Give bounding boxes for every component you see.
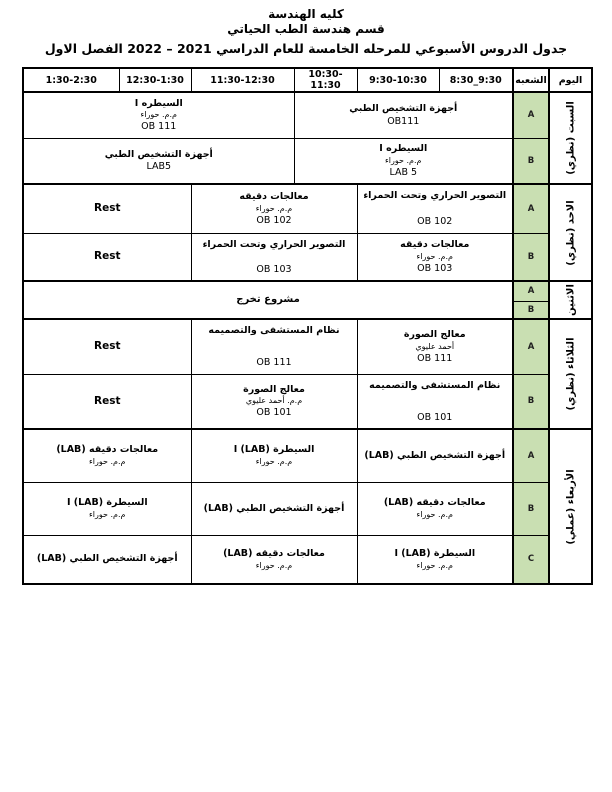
class-cell: [357, 374, 513, 429]
course-name: أجهزة التشخيص الطبي (LAB): [203, 502, 345, 514]
class-cell: [357, 233, 513, 281]
lecturer-name: م.م. حوراء: [255, 457, 293, 467]
cell-content: [24, 185, 191, 233]
cell-content: [358, 234, 513, 281]
course-name: أجهزة التشخيص الطبي: [349, 103, 458, 115]
cell-content: [295, 93, 513, 138]
lecturer-name: م.م. حوراء: [385, 155, 422, 165]
class-cell: [191, 184, 357, 233]
day-row: [23, 92, 592, 138]
class-cell: [23, 92, 294, 138]
course-name: معالجات دقيقه: [239, 191, 309, 203]
college-title: كليه الهندسة: [268, 7, 344, 21]
timetable-body: [23, 92, 592, 584]
cell-content: [24, 375, 191, 429]
cell-content: [358, 320, 513, 374]
lecturer-name: م.م. حوراء: [416, 251, 453, 261]
weekly-timetable: [22, 67, 593, 585]
section-cell: B: [513, 301, 549, 319]
day-label-cell: [549, 184, 592, 281]
room-code: OB 111: [417, 352, 453, 364]
page-header: [0, 0, 612, 57]
day-label-cell: [549, 319, 592, 429]
day-row: [23, 138, 592, 184]
col-header-time-2: 9:30-10:30: [357, 68, 439, 92]
course-name: أجهزة التشخيص الطبي: [104, 148, 213, 160]
lecturer-name: أحمد عليوي: [415, 341, 455, 351]
room-code: LAB 5: [389, 166, 418, 178]
col-header-day: اليوم: [549, 68, 592, 92]
cell-content: [24, 430, 191, 482]
class-cell: [191, 535, 357, 584]
cell-content: [295, 139, 513, 184]
col-header-section: الشعبه: [513, 68, 549, 92]
room-code: OB111: [387, 115, 420, 127]
class-cell: [191, 233, 357, 281]
cell-content: [192, 320, 357, 374]
class-cell: [357, 482, 513, 535]
lecturer-name: م.م. حوراء: [416, 509, 453, 519]
room-code: OB 103: [256, 263, 292, 275]
course-name: نظام المستشفى والتصميمه: [208, 325, 340, 336]
header-row: [23, 68, 592, 92]
course-name: معالجات دقيقه (LAB): [223, 547, 325, 559]
section-cell: A: [513, 281, 549, 301]
course-name: السيطرة I (LAB): [394, 547, 476, 559]
room-code: OB 111: [256, 357, 292, 369]
course-name: Rest: [94, 250, 121, 263]
cell-content: [24, 93, 294, 138]
class-cell: [191, 482, 357, 535]
room-code: OB 111: [141, 121, 177, 133]
lecturer-name: م.م. أحمد عليوي: [245, 396, 303, 406]
lecturer-name: م.م. حوراء: [255, 203, 293, 213]
cell-content: [192, 234, 357, 281]
room-code: LAB5: [146, 161, 172, 173]
section-cell: B: [513, 482, 549, 535]
class-cell: [357, 319, 513, 374]
course-name: مشروع تخرج: [236, 293, 300, 305]
rest-cell: [23, 319, 191, 374]
section-cell: A: [513, 319, 549, 374]
course-name: أجهزة التشخيص الطبي (LAB): [36, 553, 178, 565]
day-row: [23, 281, 592, 301]
cell-content: [358, 185, 513, 233]
day-label-cell: [549, 281, 592, 319]
rest-cell: [23, 374, 191, 429]
course-name: Rest: [94, 340, 121, 353]
cell-content: [358, 536, 513, 584]
lecturer-name: م.م. حوراء: [416, 560, 453, 570]
cell-content: [192, 375, 357, 429]
day-row: [23, 184, 592, 233]
cell-content: [24, 139, 294, 184]
course-name: نظام المستشفى والتصميمه: [369, 379, 501, 391]
course-name: التصوير الحراري وتحت الحمراء: [363, 190, 507, 201]
room-code: OB 102: [417, 216, 453, 228]
section-cell: A: [513, 184, 549, 233]
course-name: معالج الصورة: [403, 329, 466, 341]
lecturer-name: م.م. حوراء: [89, 457, 126, 467]
course-name: السيطره I: [134, 97, 183, 109]
class-cell: [357, 535, 513, 584]
lecturer-name: م.م. حوراء: [255, 560, 293, 570]
col-header-time-3: 10:30-11:30: [294, 68, 357, 92]
day-label-cell: [549, 92, 592, 184]
cell-content: [24, 483, 191, 535]
class-cell: [191, 429, 357, 482]
course-name: أجهزة التشخيص الطبي (LAB): [364, 449, 506, 461]
day-label: الاثنين: [565, 284, 576, 316]
class-cell: [191, 374, 357, 429]
room-code: OB 101: [417, 411, 453, 423]
cell-content: [24, 320, 191, 374]
cell-content: [192, 536, 357, 584]
room-code: OB 102: [256, 214, 292, 226]
course-name: معالجات دقيقه (LAB): [56, 444, 159, 456]
col-header-time-5: 12:30-1:30: [119, 68, 191, 92]
lecturer-name: م.م. حوراء: [89, 509, 126, 519]
class-cell: [23, 535, 191, 584]
col-header-time-1: 8:30_9:30: [439, 68, 513, 92]
section-cell: A: [513, 429, 549, 482]
course-name: معالجات دقيقه (LAB): [383, 497, 486, 509]
day-label: الثلاثاء (نظري): [565, 337, 576, 411]
course-name: معالج الصورة: [243, 383, 305, 395]
room-code: OB 103: [417, 262, 453, 274]
day-row: [23, 319, 592, 374]
day-label: السبت (نظري): [565, 101, 576, 175]
cell-content: [24, 536, 191, 584]
day-row: [23, 374, 592, 429]
cell-content: [358, 430, 513, 482]
section-cell: A: [513, 92, 549, 138]
rest-cell: [23, 233, 191, 281]
rest-cell: [23, 184, 191, 233]
class-cell: [294, 138, 513, 184]
day-label: الأربعاء (عملي): [565, 468, 576, 545]
room-code: OB 101: [256, 407, 292, 419]
cell-content: [24, 234, 191, 281]
class-cell: [23, 482, 191, 535]
day-row: [23, 535, 592, 584]
cell-content: [192, 483, 357, 535]
class-cell: [23, 429, 191, 482]
schedule-title: جدول الدروس الأسبوعي للمرحله الخامسة للعام الدراسي 2021 – 2022 الفصل الاول: [44, 41, 568, 56]
day-row: [23, 233, 592, 281]
class-cell: [357, 184, 513, 233]
class-cell: [294, 92, 513, 138]
cell-content: [358, 375, 513, 429]
day-row: [23, 482, 592, 535]
section-cell: B: [513, 138, 549, 184]
day-label-cell: [549, 429, 592, 584]
section-cell: C: [513, 535, 549, 584]
class-cell: [191, 319, 357, 374]
cell-content: [192, 185, 357, 233]
class-cell: [23, 138, 294, 184]
section-cell: B: [513, 233, 549, 281]
course-name: السيطرة I (LAB): [233, 444, 315, 456]
course-name: Rest: [94, 202, 121, 215]
course-name: معالجات دقيقه: [400, 239, 470, 251]
course-name: السيطرة I (LAB): [66, 497, 148, 509]
department-title: قسم هندسة الطب الحياتي: [227, 22, 385, 36]
graduation-project-cell: [23, 281, 513, 319]
section-cell: B: [513, 374, 549, 429]
course-name: السيطره I: [379, 143, 428, 155]
col-header-time-4: 11:30-12:30: [191, 68, 294, 92]
course-name: Rest: [94, 394, 121, 407]
course-name: التصوير الحراري وتحت الحمراء: [202, 238, 346, 250]
cell-content: [24, 282, 512, 318]
cell-content: [192, 430, 357, 482]
day-label: الاحد (نظري): [565, 199, 576, 266]
day-row: [23, 429, 592, 482]
col-header-time-6: 1:30-2:30: [23, 68, 119, 92]
cell-content: [358, 483, 513, 535]
lecturer-name: م.م. حوراء: [140, 110, 177, 120]
class-cell: [357, 429, 513, 482]
